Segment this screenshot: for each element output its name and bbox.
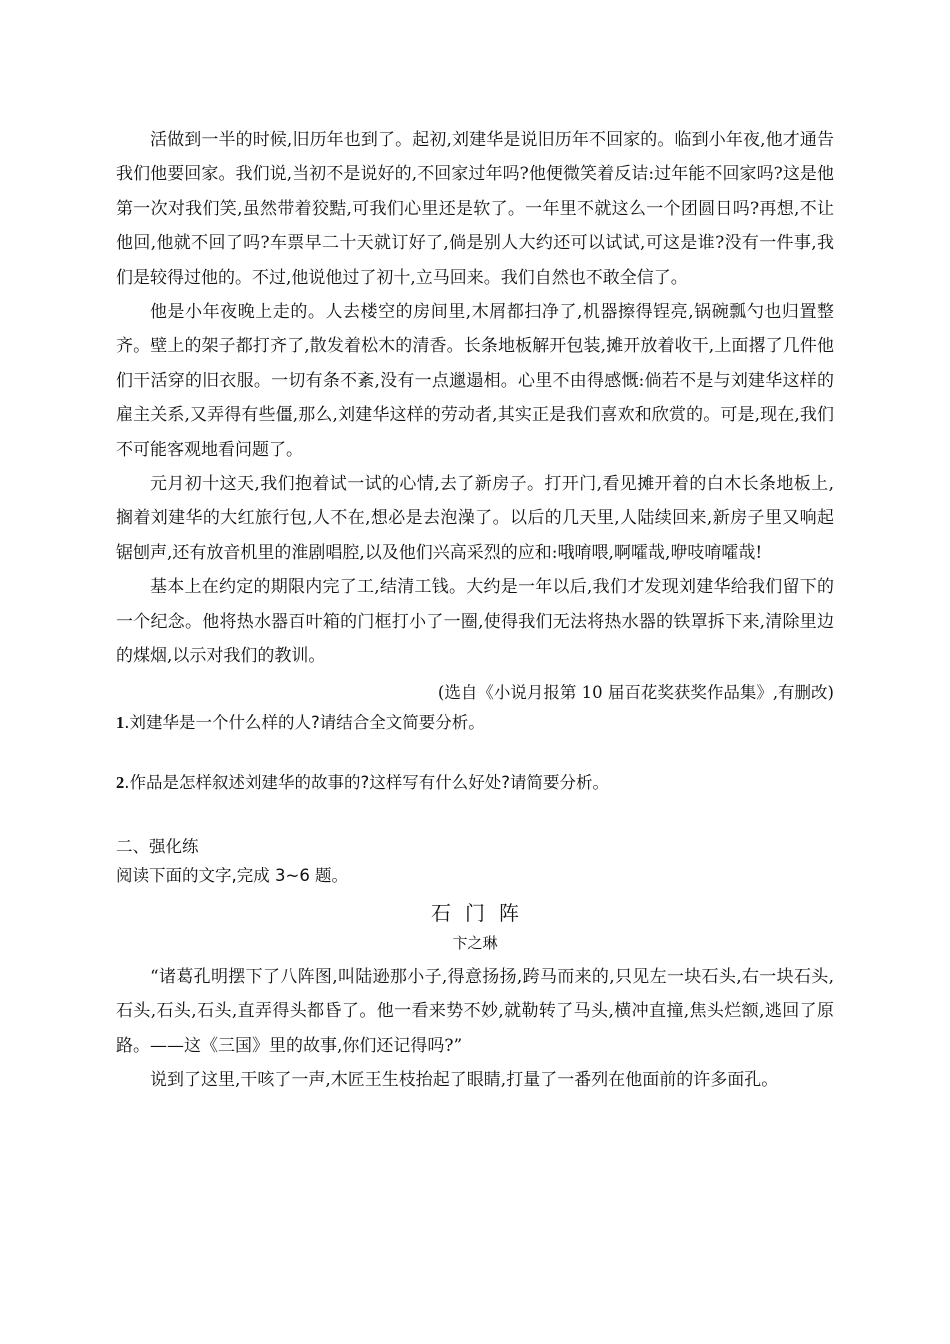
story-paragraph-1: “诸葛孔明摆下了八阵图,叫陆逊那小子,得意扬扬,跨马而来的,只见左一块石头,右一块石头,石头,石头,石头,直弄得头都昏了。他一看来势不妙,就勒转了马头,横冲直撞,焦头烂额,逃回了原路。——这《三国》里的故事,你们还记得吗?” xyxy=(116,966,834,1056)
question-1-text: .刘建华是一个什么样的人?请结合全文简要分析。 xyxy=(124,712,485,732)
passage xyxy=(116,123,834,708)
passage-paragraph-1: 活做到一半的时候,旧历年也到了。起初,刘建华是说旧历年不回家的。临到小年夜,他才通告我们他要回家。我们说,当初不是说好的,不回家过年吗?他便微笑着反诘:过年能不回家吗?这是他第一次对我们笑,虽然带着狡黠,可我们心里还是软了。一年里不就这么一个团圆日吗?再想,不让他回,他就不回了吗?车票早二十天就订好了,倘是别人大约还可以试试,可这是谁?没有一件事,我们是较得过他的。不过,他说他过了初十,立马回来。我们自然也不敢全信了。 xyxy=(116,130,834,288)
section-instruction: 阅读下面的文字,完成 3~6 题。 xyxy=(116,865,349,885)
question-1-number: 1 xyxy=(116,712,125,732)
story-paragraph-2: 说到了这里,干咳了一声,木匠王生枝抬起了眼睛,打量了一番列在他面前的许多面孔。 xyxy=(150,1070,779,1091)
question-2-text: .作品是怎样叙述刘建华的故事的?这样写有什么好处?请简要分析。 xyxy=(124,772,610,792)
story-author: 卞之琳 xyxy=(452,933,498,952)
passage-source: (选自《小说月报第 10 届百花奖获奖作品集》,有删改) xyxy=(437,682,834,702)
passage-paragraph-2: 他是小年夜晚上走的。人去楼空的房间里,木屑都扫净了,机器擦得锃亮,锅碗瓢勺也归置整齐。壁上的架子都打齐了,散发着松木的清香。长条地板解开包装,摊开放着收干,上面撂了几件他们干活穿的旧衣服。一切有条不紊,没有一点邋遢相。心里不由得感慨:倘若不是与刘建华这样的雇主关系,又弄得有些僵,那么,刘建华这样的劳动者,其实正是我们喜欢和欣赏的。可是,现在,我们不可能客观地看问题了。 xyxy=(116,302,834,460)
story-title: 石门阵 xyxy=(431,900,533,925)
question-2-number: 2 xyxy=(116,772,125,792)
question-2 xyxy=(116,768,834,798)
passage-paragraph-4: 基本上在约定的期限内完了工,结清工钱。大约是一年以后,我们才发现刘建华给我们留下的一个纪念。他将热水器百叶箱的门框打小了一圈,使得我们无法将热水器的铁罩拆下来,清除里边的煤烟,以示对我们的教训。 xyxy=(116,577,834,667)
passage-paragraph-3: 元月初十这天,我们抱着试一试的心情,去了新房子。打开门,看见摊开着的白木长条地板上,搁着刘建华的大红旅行包,人不在,想必是去泡澡了。以后的几天里,人陆续回来,新房子里又响起锯刨声,还有放音机里的淮剧唱腔,以及他们兴高采烈的应和:哦唷喂,啊嚯哉,咿吱唷嚯哉! xyxy=(116,474,834,563)
question-1 xyxy=(116,708,834,738)
section-heading: 二、强化练 xyxy=(116,836,199,856)
story-body xyxy=(116,960,834,1098)
document-page xyxy=(116,123,834,1098)
